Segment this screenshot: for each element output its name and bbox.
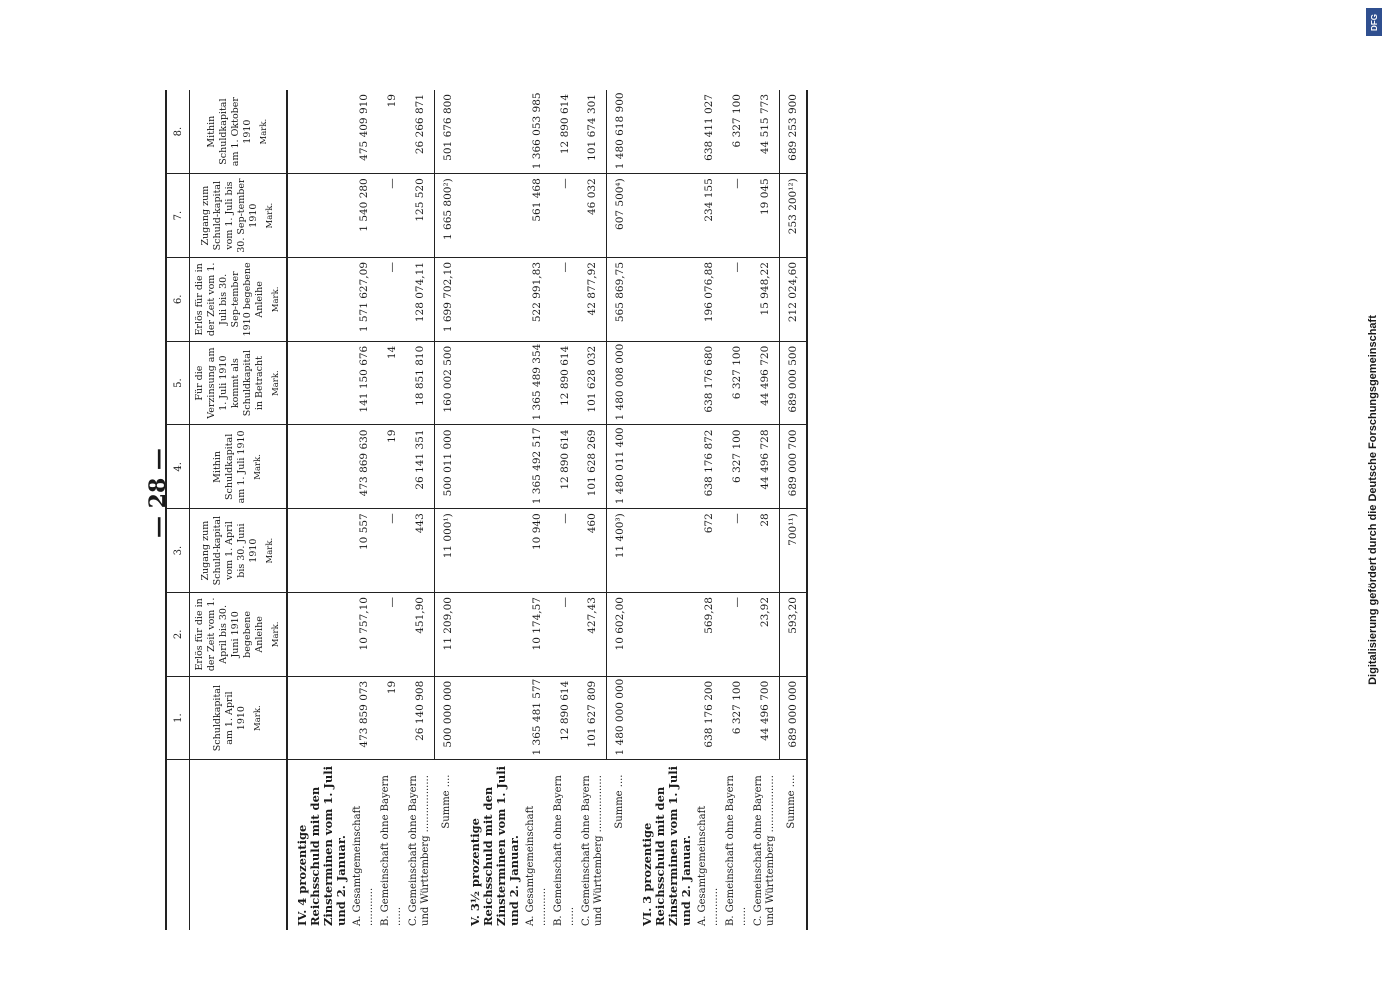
value-cell: 46 032 (579, 174, 607, 258)
table-row-label: B. Gemeinschaft ohne Bayern ...... (380, 775, 403, 926)
value-cell: 253 200¹²) (779, 174, 807, 258)
empty-cell (287, 174, 350, 258)
value-cell: 28 (751, 509, 779, 593)
value-cell: 689 253 900 (779, 90, 807, 174)
value-cell: 1 571 627,09 (350, 258, 378, 342)
value-cell: 19 (378, 676, 406, 760)
table-row (378, 90, 406, 930)
value-cell: — (551, 593, 579, 677)
value-cell: 11 209,00 (434, 593, 461, 677)
table-row-label: C. Gemeinschaft ohne Bayern und Württemberg .................. (753, 775, 776, 926)
value-cell: 101 628 269 (579, 425, 607, 509)
value-cell: 672 (695, 509, 723, 593)
table-row-label: C. Gemeinschaft ohne Bayern und Württemberg .................. (408, 775, 431, 926)
value-cell: — (378, 258, 406, 342)
value-cell: 12 890 614 (551, 90, 579, 174)
corner-cell (190, 760, 288, 930)
value-cell: 19 045 (751, 174, 779, 258)
column-header-row (190, 90, 288, 930)
empty-cell (633, 90, 695, 174)
value-cell: — (551, 174, 579, 258)
value-cell: 1 365 492 517 (523, 425, 551, 509)
table-row-label: B. Gemeinschaft ohne Bayern ...... (552, 775, 576, 926)
table-row-label: A. Gesamtgemeinschaft ............ (352, 805, 375, 926)
value-cell: 6 327 100 (723, 425, 751, 509)
value-cell: — (551, 509, 579, 593)
value-cell: 451,90 (406, 593, 434, 677)
value-cell: 638 176 200 (695, 676, 723, 760)
value-cell: 128 074,11 (406, 258, 434, 342)
value-cell: 19 (378, 425, 406, 509)
dfg-logo: DFG (1366, 8, 1382, 36)
column-header: Schuldkapital am 1. April 1910 Mark. (190, 676, 288, 760)
column-header: Mithin Schuldkapital am 1. Oktober 1910 Mark. (190, 90, 288, 174)
value-cell: — (378, 174, 406, 258)
sum-row-label: Summe .... (786, 774, 798, 829)
section-title-row (633, 90, 695, 930)
value-cell: 607 500⁴) (607, 174, 634, 258)
corner-cell (166, 760, 190, 930)
value-cell: 12 890 614 (551, 676, 579, 760)
column-number: 2. (166, 593, 190, 677)
value-cell: — (378, 593, 406, 677)
column-number: 3. (166, 509, 190, 593)
value-cell: 1 540 280 (350, 174, 378, 258)
empty-cell (287, 90, 350, 174)
value-cell: 10 757,10 (350, 593, 378, 677)
value-cell: 501 676 800 (434, 90, 461, 174)
value-cell: 689 000 700 (779, 425, 807, 509)
table-row (751, 90, 779, 930)
empty-cell (287, 425, 350, 509)
empty-cell (461, 174, 523, 258)
empty-cell (287, 258, 350, 342)
value-cell: 1 365 481 577 (523, 676, 551, 760)
column-number: 7. (166, 174, 190, 258)
value-cell: 23,92 (751, 593, 779, 677)
empty-cell (633, 258, 695, 342)
value-cell: 101 627 809 (579, 676, 607, 760)
value-cell: 6 327 100 (723, 341, 751, 425)
empty-cell (461, 341, 523, 425)
value-cell: — (378, 509, 406, 593)
value-cell: 1 699 702,10 (434, 258, 461, 342)
table-row (523, 90, 551, 930)
value-cell: 44 496 700 (751, 676, 779, 760)
value-cell: 234 155 (695, 174, 723, 258)
value-cell: 475 409 910 (350, 90, 378, 174)
value-cell: — (723, 593, 751, 677)
value-cell: 10 602,00 (607, 593, 634, 677)
value-cell: 15 948,22 (751, 258, 779, 342)
value-cell: 6 327 100 (723, 90, 751, 174)
column-header: Erlös für die in der Zeit vom 1. April bis 30. Juni 1910 begebene Anleihe Mark. (190, 593, 288, 677)
value-cell: 1 480 000 000 (607, 676, 634, 760)
value-cell: 638 411 027 (695, 90, 723, 174)
value-cell: 11 400³) (607, 509, 634, 593)
value-cell: 1 366 053 985 (523, 90, 551, 174)
value-cell: 10 557 (350, 509, 378, 593)
value-cell: — (723, 509, 751, 593)
value-cell: 14 (378, 341, 406, 425)
value-cell: 473 869 630 (350, 425, 378, 509)
empty-cell (461, 425, 523, 509)
empty-cell (633, 509, 695, 593)
empty-cell (461, 258, 523, 342)
table-row-label: C. Gemeinschaft ohne Bayern und Württemberg .................. (580, 775, 604, 926)
value-cell: — (551, 258, 579, 342)
value-cell: 44 496 720 (751, 341, 779, 425)
value-cell: 101 628 032 (579, 341, 607, 425)
empty-cell (633, 676, 695, 760)
sum-row (779, 90, 807, 930)
table-row (350, 90, 378, 930)
table-row (406, 90, 434, 930)
empty-cell (633, 425, 695, 509)
value-cell: 689 000 000 (779, 676, 807, 760)
table-row-label: A. Gesamtgemeinschaft ............ (524, 805, 548, 926)
table-row (579, 90, 607, 930)
section-title-row (461, 90, 523, 930)
value-cell: 26 140 908 (406, 676, 434, 760)
table-row-label: B. Gemeinschaft ohne Bayern ...... (725, 775, 748, 926)
value-cell: 10 174,57 (523, 593, 551, 677)
value-cell: 12 890 614 (551, 425, 579, 509)
value-cell: 500 000 000 (434, 676, 461, 760)
empty-cell (461, 676, 523, 760)
empty-cell (287, 676, 350, 760)
value-cell: 6 327 100 (723, 676, 751, 760)
debt-table-frame (165, 90, 1065, 930)
column-number: 5. (166, 341, 190, 425)
value-cell: 460 (579, 509, 607, 593)
value-cell: 565 869,75 (607, 258, 634, 342)
value-cell: 689 000 500 (779, 341, 807, 425)
value-cell: 26 266 871 (406, 90, 434, 174)
page-number: — 28 — (145, 448, 171, 538)
empty-cell (633, 593, 695, 677)
table-row (551, 90, 579, 930)
value-cell: — (723, 258, 751, 342)
value-cell: 160 002 500 (434, 341, 461, 425)
value-cell: 18 851 810 (406, 341, 434, 425)
value-cell: 638 176 872 (695, 425, 723, 509)
value-cell: 561 468 (523, 174, 551, 258)
column-header: Zugang zum Schuld-kapital vom 1. Juli bis 30. Sep-tember 1910 Mark. (190, 174, 288, 258)
value-cell: 42 877,92 (579, 258, 607, 342)
sum-row-label: Summe .... (613, 774, 625, 829)
value-cell: 141 150 676 (350, 341, 378, 425)
empty-cell (287, 593, 350, 677)
value-cell: 522 991,83 (523, 258, 551, 342)
value-cell: 19 (378, 90, 406, 174)
empty-cell (633, 341, 695, 425)
column-number: 1. (166, 676, 190, 760)
value-cell: 26 141 351 (406, 425, 434, 509)
column-number: 8. (166, 90, 190, 174)
digitization-credit: Digitalisierung gefördert durch die Deutsche Forschungsgemeinschaft (1367, 315, 1379, 685)
empty-cell (461, 90, 523, 174)
table-body (287, 90, 807, 930)
value-cell: 1 480 011 400 (607, 425, 634, 509)
sum-row (434, 90, 461, 930)
value-cell: 427,43 (579, 593, 607, 677)
debt-table (165, 90, 808, 930)
value-cell: 44 496 728 (751, 425, 779, 509)
sum-row-label: Summe .... (441, 774, 453, 829)
empty-cell (287, 509, 350, 593)
value-cell: 11 000¹) (434, 509, 461, 593)
value-cell: 1 480 618 900 (607, 90, 634, 174)
empty-cell (461, 509, 523, 593)
value-cell: 593,20 (779, 593, 807, 677)
empty-cell (633, 174, 695, 258)
value-cell: 569,28 (695, 593, 723, 677)
column-number-row (166, 90, 190, 930)
value-cell: 473 859 073 (350, 676, 378, 760)
column-number: 4. (166, 425, 190, 509)
empty-cell (461, 593, 523, 677)
value-cell: 638 176 680 (695, 341, 723, 425)
section-title: V. 3½ prozentige Reichsschuld mit den Zinsterminen vom 1. Juli und 2. Januar. (467, 766, 521, 926)
value-cell: 101 674 301 (579, 90, 607, 174)
table-row-label: A. Gesamtgemeinschaft ............ (697, 805, 720, 926)
section-title: VI. 3 prozentige Reichsschuld mit den Zinsterminen vom 1. Juli und 2. Januar. (640, 766, 693, 926)
value-cell: 443 (406, 509, 434, 593)
value-cell: 212 024,60 (779, 258, 807, 342)
sum-row (607, 90, 634, 930)
value-cell: — (723, 174, 751, 258)
column-header: Erlös für die in der Zeit vom 1. Juli bis 30. Sep-tember 1910 begebene Anleihe Mark. (190, 258, 288, 342)
section-title-row (287, 90, 350, 930)
column-header: Für die Verzinsung am 1. Juli 1910 kommt als Schuldkapital in Betracht Mark. (190, 341, 288, 425)
value-cell: 10 940 (523, 509, 551, 593)
value-cell: 125 520 (406, 174, 434, 258)
value-cell: 196 076,88 (695, 258, 723, 342)
column-header: Mithin Schuldkapital am 1. Juli 1910 Mark. (190, 425, 288, 509)
value-cell: 700¹¹) (779, 509, 807, 593)
value-cell: 500 011 000 (434, 425, 461, 509)
value-cell: 1 665 800²) (434, 174, 461, 258)
table-row (723, 90, 751, 930)
value-cell: 1 365 489 354 (523, 341, 551, 425)
section-title: IV. 4 prozentige Reichsschuld mit den Zinsterminen vom 1. Juli und 2. Januar. (295, 766, 348, 926)
value-cell: 44 515 773 (751, 90, 779, 174)
column-number: 6. (166, 258, 190, 342)
table-row (695, 90, 723, 930)
column-header: Zugang zum Schuld-kapital vom 1. April bis 30. Juni 1910 Mark. (190, 509, 288, 593)
value-cell: 1 480 008 000 (607, 341, 634, 425)
value-cell: 12 890 614 (551, 341, 579, 425)
empty-cell (287, 341, 350, 425)
